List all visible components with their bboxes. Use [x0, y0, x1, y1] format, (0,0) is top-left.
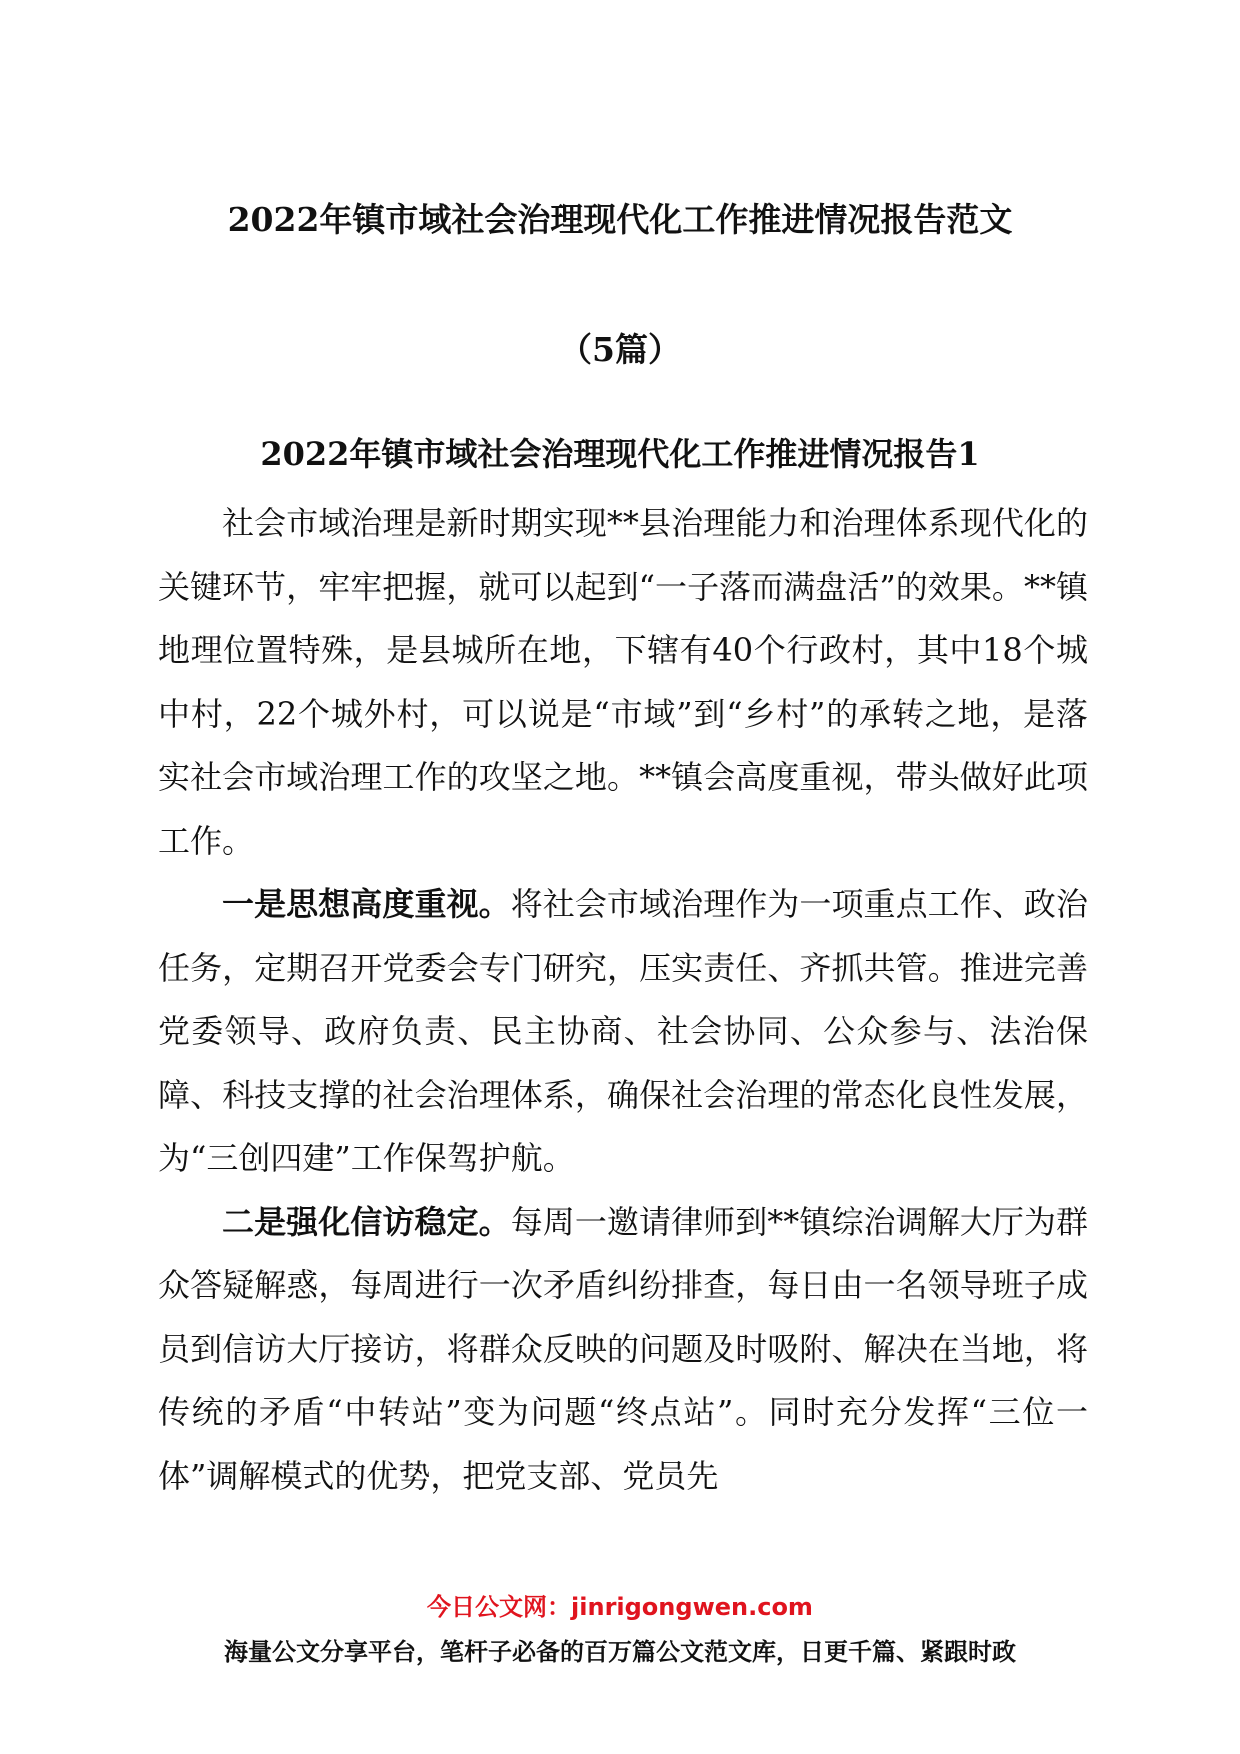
section-heading: 2022年镇市域社会治理现代化工作推进情况报告1 — [260, 435, 980, 473]
paragraph-intro — [158, 492, 1088, 873]
paragraph-lead: 二是强化信访稳定。 — [222, 1202, 511, 1241]
footer-slogan: 海量公文分享平台，笔杆子必备的百万篇公文范文库，日更千篇、紧跟时政 — [224, 1638, 1016, 1666]
paragraph-lead: 一是思想高度重视。 — [222, 885, 511, 923]
paragraph-point-2 — [158, 1191, 1088, 1509]
document-subtitle: （5篇） — [559, 330, 681, 369]
paragraph-text: 社会市域治理是新时期实现**县治理能力和治理体系现代化的关键环节，牢牢把握，就可以起到“一子落而满盘活”的效果。**镇地理位置特殊，是县城所在地，下辖有40个行政村，其中18个城中村，22个城外村，可以说是“市域”到“乡村”的承转之地，是落实社会市域治理工作的攻坚之地。**镇会高度重视，带头做好此项工作。 — [158, 504, 1088, 860]
paragraph-point-1 — [158, 873, 1088, 1191]
footer-banner — [0, 1590, 1240, 1668]
document-title: 2022年镇市域社会治理现代化工作推进情况报告范文 — [227, 200, 1013, 239]
footer-site-link[interactable]: 今日公文网：jinrigongwen.com — [427, 1593, 813, 1621]
document-body — [158, 492, 1088, 1508]
paragraph-text: 每周一邀请律师到**镇综治调解大厅为群众答疑解惑，每周进行一次矛盾纠纷排查，每日由一名领导班子成员到信访大厅接访，将群众反映的问题及时吸附、解决在当地，将传统的矛盾“中转站”变为问题“终点站”。同时充分发挥“三位一体”调解模式的优势，把党支部、党员先 — [158, 1202, 1088, 1495]
paragraph-text: 将社会市域治理作为一项重点工作、政治任务，定期召开党委会专门研究，压实责任、齐抓共管。推进完善党委领导、政府负责、民主协商、社会协同、公众参与、法治保障、科技支撑的社会治理体系，确保社会治理的常态化良性发展，为“三创四建”工作保驾护航。 — [158, 885, 1088, 1177]
